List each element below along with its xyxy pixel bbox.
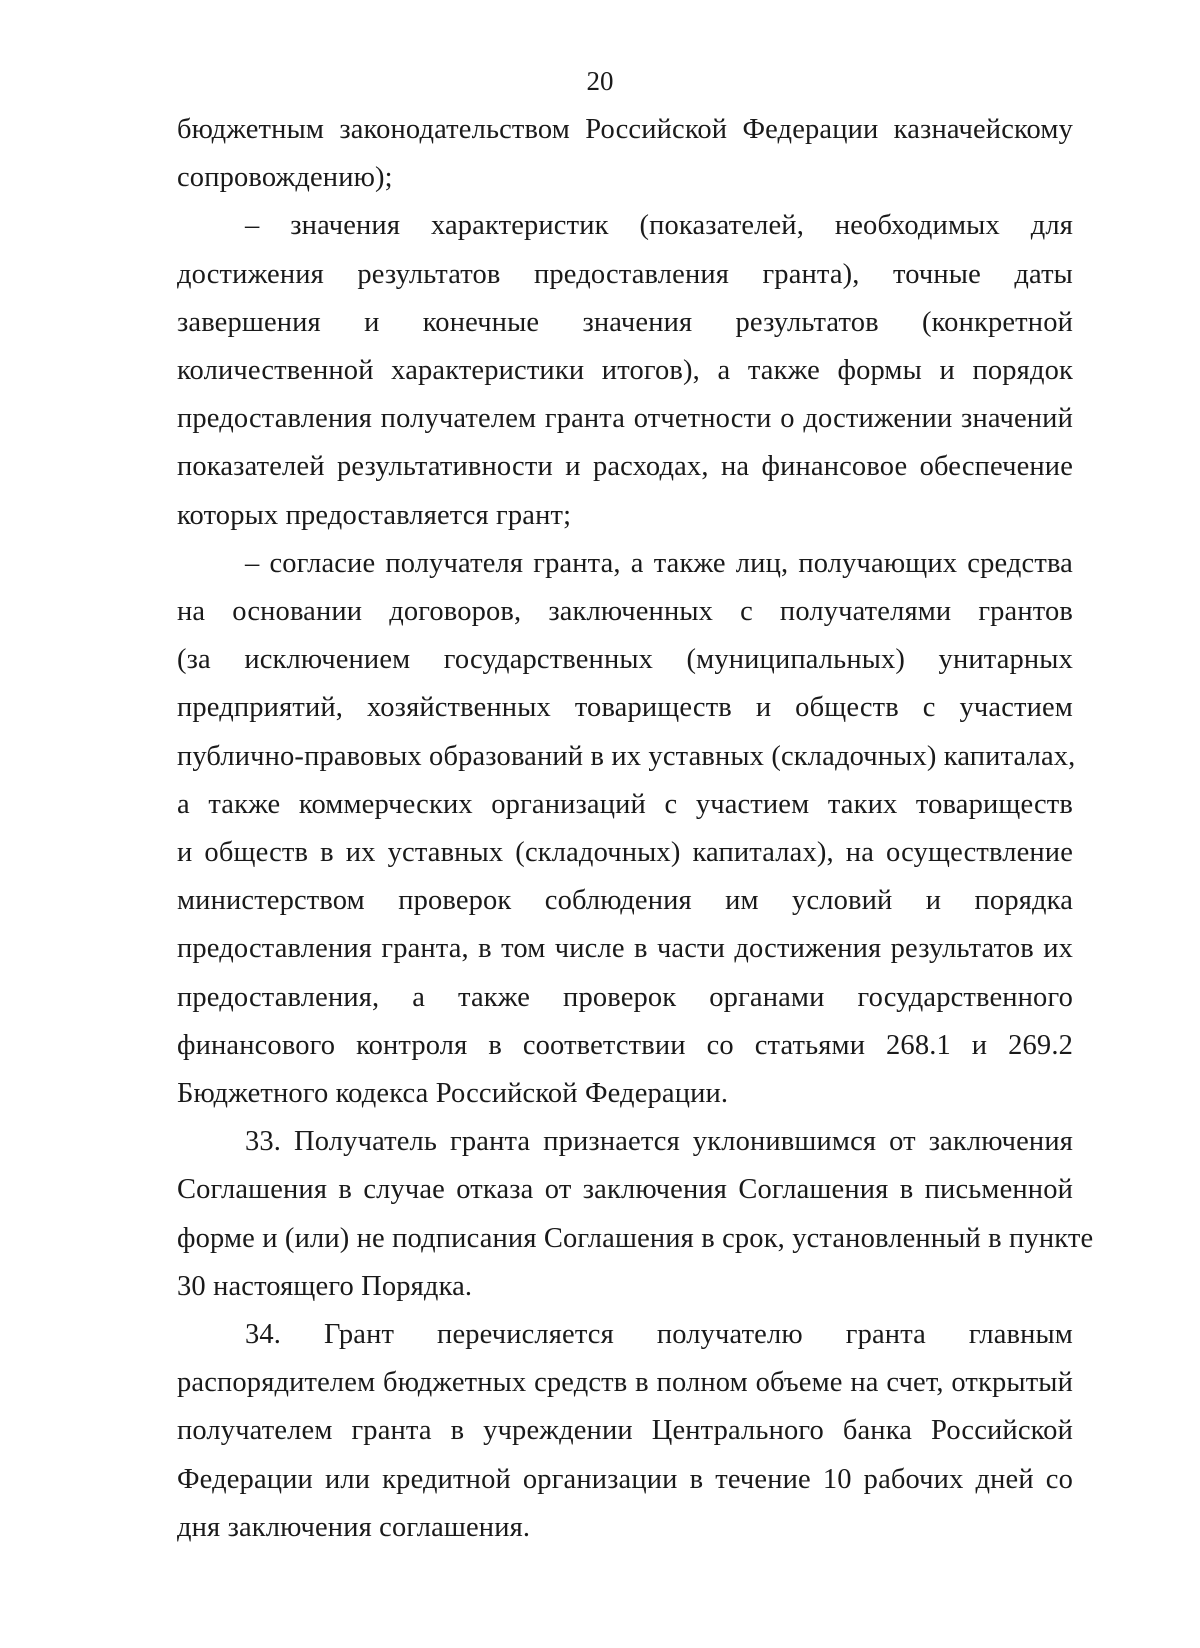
text-line: Бюджетного кодекса Российской Федерации.: [177, 1078, 729, 1110]
text-line: Федерации или кредитной организации в течение 10 рабочих дней со: [177, 1463, 1073, 1495]
text-line: финансового контроля в соответствии со статьями 268.1 и 269.2: [177, 1029, 1073, 1061]
text-line: распорядителем бюджетных средств в полном объеме на счет, открытый: [177, 1367, 1073, 1399]
paragraph-continuation: [177, 106, 1073, 202]
text-line: 34. Грант перечисляется получателю гранта главным: [245, 1319, 1073, 1351]
text-line: предоставления, а также проверок органами государственного: [177, 981, 1073, 1013]
text-line: министерством проверок соблюдения им условий и порядка: [177, 885, 1073, 917]
text-line: которых предоставляется грант;: [177, 499, 572, 531]
paragraph-consent: [177, 540, 1076, 1118]
text-line: показателей результативности и расходах, на финансовое обеспечение: [177, 451, 1073, 483]
text-line: форме и (или) не подписания Соглашения в срок, установленный в пункте: [177, 1222, 1094, 1254]
paragraph-indicator-values: [177, 202, 1073, 539]
paragraph-item-33: [177, 1118, 1094, 1311]
text-line: 33. Получатель гранта признается уклонившимся от заключения: [245, 1126, 1073, 1158]
text-line: публично-правовых образований в их уставных (складочных) капиталах,: [177, 740, 1076, 772]
text-line: количественной характеристики итогов), а также формы и порядок: [177, 355, 1073, 387]
text-line: на основании договоров, заключенных с получателями грантов: [177, 596, 1073, 628]
page-number: 20: [586, 66, 614, 96]
text-line: сопровождению);: [177, 162, 393, 194]
text-line: предприятий, хозяйственных товариществ и обществ с участием: [177, 692, 1073, 724]
document-body: [177, 106, 1094, 1552]
text-line: предоставления получателем гранта отчетности о достижении значений: [177, 403, 1073, 435]
text-line: достижения результатов предоставления гранта), точные даты: [177, 258, 1073, 290]
paragraph-item-34: [177, 1311, 1073, 1552]
text-line: (за исключением государственных (муниципальных) унитарных: [177, 644, 1073, 676]
text-line: Соглашения в случае отказа от заключения Соглашения в письменной: [177, 1174, 1073, 1206]
text-line: дня заключения соглашения.: [177, 1511, 531, 1543]
text-line: бюджетным законодательством Российской Федерации казначейскому: [177, 114, 1073, 145]
text-line: получателем гранта в учреждении Центрального банка Российской: [177, 1415, 1073, 1447]
text-line: – значения характеристик (показателей, необходимых для: [245, 210, 1073, 242]
text-line: предоставления гранта, в том числе в части достижения результатов их: [177, 933, 1073, 965]
text-line: а также коммерческих организаций с участием таких товариществ: [177, 788, 1073, 820]
text-line: 30 настоящего Порядка.: [177, 1270, 473, 1302]
text-line: – согласие получателя гранта, а также лиц, получающих средства: [245, 547, 1073, 579]
text-line: завершения и конечные значения результатов (конкретной: [177, 306, 1073, 338]
text-line: и обществ в их уставных (складочных) капиталах), на осуществление: [177, 837, 1073, 869]
